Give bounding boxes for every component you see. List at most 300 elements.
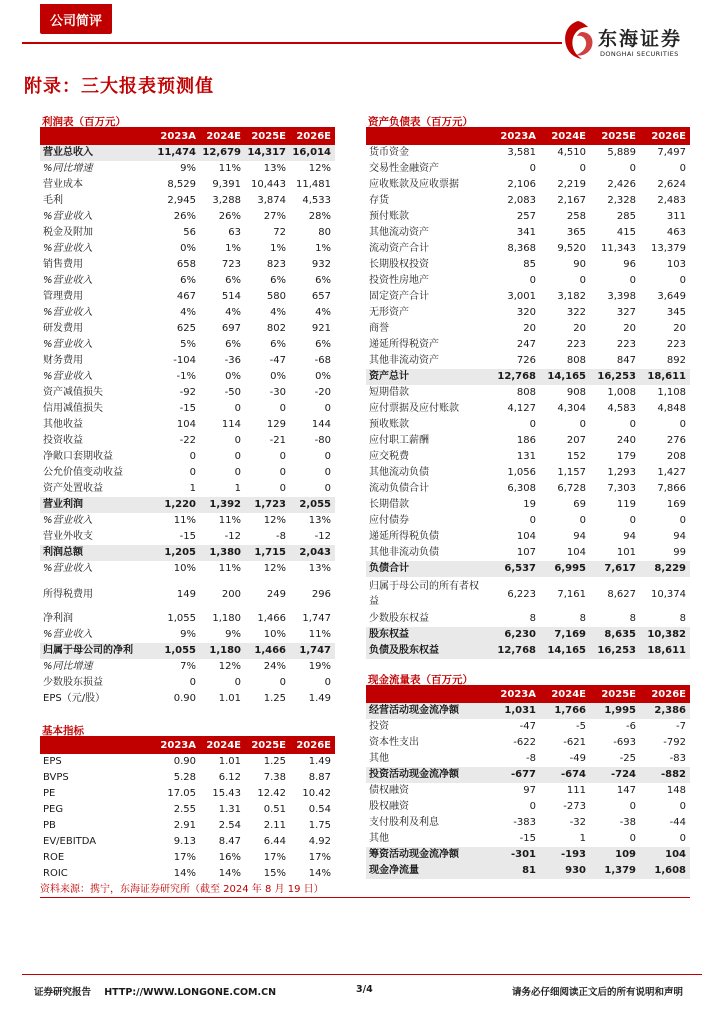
row-label: 净利润 — [43, 613, 73, 624]
table-row — [366, 177, 690, 193]
row-label: 营业利润 — [40, 497, 155, 513]
row-value: 27% — [263, 211, 286, 222]
row-value: 723 — [221, 259, 241, 270]
row-label: PB — [43, 820, 56, 831]
row-value: 1,766 — [540, 703, 590, 719]
table-row — [40, 675, 335, 691]
row-value: 921 — [311, 323, 331, 334]
row-label: 应付职工薪酬 — [369, 435, 429, 446]
table-row — [40, 529, 335, 545]
row-value: 0 — [279, 451, 286, 462]
income-statement-table — [40, 129, 335, 707]
row-value: 1,747 — [290, 643, 335, 659]
row-label: 应交税费 — [369, 451, 409, 462]
row-value: 94 — [573, 531, 586, 542]
row-value: 12,768 — [490, 643, 540, 659]
row-value: 6% — [315, 275, 331, 286]
row-value: 28% — [308, 211, 331, 222]
table-row — [40, 209, 335, 225]
row-value: 0% — [315, 371, 331, 382]
table-row — [366, 497, 690, 513]
row-label: 经营活动现金流净额 — [366, 703, 490, 719]
row-value: 186 — [516, 435, 536, 446]
row-value: 11% — [308, 629, 331, 640]
balance-sheet-table — [366, 129, 690, 659]
row-value: 463 — [666, 227, 686, 238]
row-label: 资产减值损失 — [43, 387, 103, 398]
row-value: 892 — [666, 355, 686, 366]
row-label: 预付账款 — [369, 211, 409, 222]
footer-disclaimer: 请务必仔细阅读正文后的所有说明和声明 — [512, 987, 684, 998]
row-value: 19% — [308, 661, 331, 672]
table-row — [40, 545, 335, 561]
logo-chinese-name: 东海证券 — [598, 28, 683, 50]
row-value: -44 — [669, 817, 686, 828]
row-value: 0 — [629, 801, 636, 812]
table-row — [366, 321, 690, 337]
table-row — [40, 257, 335, 273]
row-value: 11% — [173, 515, 196, 526]
row-value: 1.49 — [308, 693, 331, 704]
row-value: 1,427 — [657, 467, 686, 478]
row-value: 0 — [629, 515, 636, 526]
row-value: 0 — [189, 467, 196, 478]
table-row — [366, 783, 690, 799]
row-value: 345 — [666, 307, 686, 318]
table-row — [366, 529, 690, 545]
row-value: 99 — [673, 547, 686, 558]
row-value: 247 — [516, 339, 536, 350]
row-value: -104 — [173, 355, 196, 366]
row-value: 13% — [263, 163, 286, 174]
row-value: 2,386 — [640, 703, 690, 719]
row-value: 6,230 — [490, 627, 540, 643]
row-value: 1% — [270, 243, 286, 254]
row-value: -383 — [513, 817, 536, 828]
income-statement-title: 利润表（百万元） — [42, 116, 126, 128]
row-value: 7% — [180, 661, 196, 672]
row-label: 所得税费用 — [43, 588, 93, 600]
row-value: 322 — [566, 307, 586, 318]
row-value: 2.54 — [218, 820, 241, 831]
row-value: -792 — [663, 737, 686, 748]
row-value: 802 — [266, 323, 286, 334]
table-row — [40, 754, 335, 770]
row-label: 应收账款及应收票据 — [369, 179, 459, 190]
row-value: -882 — [640, 767, 690, 783]
row-value: -674 — [540, 767, 590, 783]
row-value: 14,165 — [540, 643, 590, 659]
table-row — [40, 177, 335, 193]
row-value: 9,391 — [212, 179, 241, 190]
source-note: 资料来源：携宁，东海证券研究所（截至 2024 年 8 月 19 日） — [40, 884, 324, 895]
table-row — [40, 643, 335, 659]
cash-flow-title-bar — [366, 672, 690, 687]
row-value: -68 — [314, 355, 331, 366]
row-value: 20 — [673, 323, 686, 334]
row-value: 8,635 — [590, 627, 640, 643]
table-row — [366, 273, 690, 289]
row-value: 16% — [218, 852, 241, 863]
row-value: 1,293 — [607, 467, 636, 478]
row-label: 管理费用 — [43, 291, 83, 302]
row-label: 递延所得税资产 — [369, 339, 439, 350]
row-value: 1,180 — [200, 643, 245, 659]
row-label: 投资收益 — [43, 435, 83, 446]
row-label: %营业收入 — [43, 629, 93, 640]
row-value: 7,497 — [657, 147, 686, 158]
row-value: 10,443 — [251, 179, 286, 190]
table-header-row — [40, 738, 335, 754]
row-value: 7,866 — [657, 483, 686, 494]
table-row — [40, 321, 335, 337]
row-value: 8 — [679, 613, 686, 624]
row-value: 104 — [176, 419, 196, 430]
table-row — [366, 433, 690, 449]
row-label: 投资 — [369, 721, 389, 732]
row-value: 0.54 — [308, 804, 331, 815]
row-value: 2,426 — [607, 179, 636, 190]
row-label: 资产总计 — [366, 369, 490, 385]
row-value: -1% — [176, 371, 196, 382]
row-label: 资本性支出 — [369, 737, 419, 748]
row-value: 3,001 — [507, 291, 536, 302]
table-row — [40, 691, 335, 707]
row-value: 8,627 — [607, 588, 636, 600]
key-ratios-panel — [40, 723, 335, 882]
row-value: 808 — [516, 387, 536, 398]
table-row — [366, 627, 690, 643]
row-label: 研发费用 — [43, 323, 83, 334]
row-value: 104 — [566, 547, 586, 558]
row-value: 6,995 — [540, 561, 590, 577]
row-value: 2,945 — [167, 195, 196, 206]
table-row — [366, 767, 690, 783]
balance-sheet-title: 资产负债表（百万元） — [368, 116, 473, 128]
row-value: -47 — [519, 721, 536, 732]
row-value: 327 — [616, 307, 636, 318]
table-row — [40, 770, 335, 786]
row-value: 18,611 — [640, 369, 690, 385]
table-row — [40, 193, 335, 209]
dragon-logo-icon — [560, 18, 596, 62]
row-value: 0 — [629, 833, 636, 844]
row-value: -622 — [513, 737, 536, 748]
row-label: ROIC — [43, 868, 68, 879]
table-row — [366, 257, 690, 273]
row-label: %营业收入 — [43, 371, 93, 382]
source-rule — [40, 897, 690, 898]
row-label: 财务费用 — [43, 355, 83, 366]
row-label: 其他非流动负债 — [369, 547, 439, 558]
row-label: 流动资产合计 — [369, 243, 429, 254]
table-row — [40, 417, 335, 433]
row-label: 筹资活动现金流净额 — [366, 847, 490, 863]
cash-flow-panel — [366, 672, 690, 879]
row-value: 0 — [234, 467, 241, 478]
column-header-year: 2026E — [640, 687, 690, 703]
row-value: 514 — [221, 291, 241, 302]
row-value: 8 — [529, 613, 536, 624]
row-label: 归属于母公司的所有者权益 — [369, 581, 479, 607]
row-value: 17% — [263, 852, 286, 863]
row-value: 6.12 — [218, 772, 241, 783]
row-value: 0 — [234, 435, 241, 446]
row-label: %营业收入 — [43, 211, 93, 222]
row-value: 7,169 — [540, 627, 590, 643]
row-value: 0 — [529, 275, 536, 286]
table-row — [40, 786, 335, 802]
row-value: 2,043 — [290, 545, 335, 561]
row-value: 19 — [523, 499, 536, 510]
column-header-year: 2024E — [540, 129, 590, 145]
table-row — [40, 337, 335, 353]
table-row — [40, 465, 335, 481]
row-value: 101 — [616, 547, 636, 558]
row-value: 415 — [616, 227, 636, 238]
row-value: -22 — [179, 435, 196, 446]
row-value: -6 — [626, 721, 636, 732]
row-value: 1 — [189, 483, 196, 494]
row-value: 10,374 — [651, 588, 686, 600]
table-row — [40, 561, 335, 577]
row-value: 3,649 — [657, 291, 686, 302]
row-label: %营业收入 — [43, 515, 93, 526]
row-label: 销售费用 — [43, 259, 83, 270]
row-value: 9% — [180, 629, 196, 640]
table-row — [40, 289, 335, 305]
row-value: 8,368 — [507, 243, 536, 254]
row-value: 12,768 — [490, 369, 540, 385]
row-value: 1,466 — [257, 613, 286, 624]
row-label: 商誉 — [369, 323, 389, 334]
row-value: 0 — [324, 467, 331, 478]
row-label: 少数股东损益 — [43, 677, 103, 688]
row-label: 股权融资 — [369, 801, 409, 812]
row-value: 808 — [566, 355, 586, 366]
table-row — [366, 847, 690, 863]
row-value: 1,466 — [245, 643, 290, 659]
row-value: 179 — [616, 451, 636, 462]
row-value: 207 — [566, 435, 586, 446]
row-value: 1,108 — [657, 387, 686, 398]
table-row — [40, 611, 335, 627]
row-value: 0 — [324, 451, 331, 462]
row-value: 0 — [324, 403, 331, 414]
row-label: %同比增速 — [43, 661, 93, 672]
row-value: 2,624 — [657, 179, 686, 190]
row-value: 11% — [218, 163, 241, 174]
table-row — [366, 241, 690, 257]
row-value: -83 — [669, 753, 686, 764]
row-value: 0 — [629, 419, 636, 430]
column-header-label — [40, 129, 155, 145]
row-value: 14,317 — [245, 145, 290, 161]
row-value: 6.44 — [263, 836, 286, 847]
row-value: -80 — [314, 435, 331, 446]
row-value: 4,510 — [557, 147, 586, 158]
row-label: 货币资金 — [369, 147, 409, 158]
row-value: 3,581 — [507, 147, 536, 158]
column-header-year: 2024E — [200, 738, 245, 754]
row-value: 17.05 — [167, 788, 196, 799]
row-label: 流动负债合计 — [369, 483, 429, 494]
row-label: ROE — [43, 852, 65, 863]
row-value: 14% — [218, 868, 241, 879]
row-value: 6,728 — [557, 483, 586, 494]
table-row — [40, 834, 335, 850]
row-value: 657 — [311, 291, 331, 302]
row-value: 12,679 — [200, 145, 245, 161]
row-value: 2,219 — [557, 179, 586, 190]
row-value: 0 — [529, 419, 536, 430]
row-value: 6% — [315, 339, 331, 350]
row-value: 1 — [234, 483, 241, 494]
row-value: 2.91 — [173, 820, 196, 831]
row-value: -50 — [224, 387, 241, 398]
row-value: 726 — [516, 355, 536, 366]
table-row — [366, 193, 690, 209]
row-value: 1.25 — [263, 756, 286, 767]
table-row — [366, 799, 690, 815]
row-value: 257 — [516, 211, 536, 222]
row-value: 1.25 — [263, 693, 286, 704]
row-value: 1,055 — [155, 643, 200, 659]
row-value: 2,328 — [607, 195, 636, 206]
row-value: 0 — [529, 515, 536, 526]
row-value: 930 — [540, 863, 590, 879]
column-header-year: 2023A — [490, 687, 540, 703]
row-value: 0 — [279, 403, 286, 414]
row-value: 9% — [180, 163, 196, 174]
row-label: 信用减值损失 — [43, 403, 103, 414]
row-label: 其他流动资产 — [369, 227, 429, 238]
row-value: 0 — [189, 451, 196, 462]
row-value: 1.49 — [308, 756, 331, 767]
row-value: 13,379 — [651, 243, 686, 254]
row-value: 12% — [263, 515, 286, 526]
row-value: -20 — [314, 387, 331, 398]
row-value: 17% — [308, 852, 331, 863]
row-value: 14% — [173, 868, 196, 879]
row-value: 1,747 — [302, 613, 331, 624]
row-label: 负债及股东权益 — [366, 643, 490, 659]
row-label: 长期股权投资 — [369, 259, 429, 270]
row-value: 6,308 — [507, 483, 536, 494]
row-value: 1 — [579, 833, 586, 844]
row-value: 932 — [311, 259, 331, 270]
table-row — [366, 513, 690, 529]
row-value: 104 — [516, 531, 536, 542]
column-header-year: 2023A — [155, 738, 200, 754]
row-value: 90 — [573, 259, 586, 270]
row-value: 85 — [523, 259, 536, 270]
row-value: 2.55 — [173, 804, 196, 815]
row-value: 1,715 — [245, 545, 290, 561]
row-value: -47 — [269, 355, 286, 366]
column-header-year: 2026E — [640, 129, 690, 145]
balance-sheet-title-bar — [366, 114, 690, 129]
row-value: 296 — [311, 588, 331, 600]
row-value: -15 — [179, 403, 196, 414]
column-header-year: 2024E — [200, 129, 245, 145]
row-value: 0% — [270, 371, 286, 382]
table-row — [366, 481, 690, 497]
row-value: 96 — [623, 259, 636, 270]
row-value: 20 — [523, 323, 536, 334]
row-value: 1,056 — [507, 467, 536, 478]
cash-flow-table — [366, 687, 690, 879]
row-value: 9.13 — [173, 836, 196, 847]
row-value: 12% — [218, 661, 241, 672]
row-value: 17% — [173, 852, 196, 863]
row-label: 存货 — [369, 195, 389, 206]
row-label: 资产处置收益 — [43, 483, 103, 494]
row-value: 1,995 — [590, 703, 640, 719]
column-header-year: 2026E — [290, 738, 335, 754]
row-value: 467 — [176, 291, 196, 302]
table-row — [366, 337, 690, 353]
table-row — [40, 433, 335, 449]
row-label: EV/EBITDA — [43, 836, 97, 847]
row-value: 0% — [180, 243, 196, 254]
cash-flow-title: 现金流量表（百万元） — [368, 674, 473, 686]
row-value: 97 — [523, 785, 536, 796]
row-value: 16,253 — [590, 369, 640, 385]
table-row — [40, 305, 335, 321]
row-value: 4,533 — [302, 195, 331, 206]
row-value: 1,180 — [212, 613, 241, 624]
row-label: PE — [43, 788, 56, 799]
row-value: 147 — [616, 785, 636, 796]
table-row — [40, 577, 335, 611]
row-value: 0 — [279, 677, 286, 688]
row-label: 净敞口套期收益 — [43, 451, 113, 462]
row-value: -12 — [314, 531, 331, 542]
column-header-year: 2023A — [155, 129, 200, 145]
report-header — [0, 0, 724, 64]
row-label: 营业成本 — [43, 179, 83, 190]
row-value: 10% — [173, 563, 196, 574]
table-row — [366, 611, 690, 627]
row-value: 1,031 — [490, 703, 540, 719]
row-value: 11% — [218, 563, 241, 574]
row-value: 0 — [324, 483, 331, 494]
row-value: -8 — [276, 531, 286, 542]
row-label: %同比增速 — [43, 163, 93, 174]
row-value: 149 — [176, 588, 196, 600]
row-value: 16,253 — [590, 643, 640, 659]
row-value: 69 — [573, 499, 586, 510]
row-value: 1,157 — [557, 467, 586, 478]
income-statement-panel — [40, 114, 335, 707]
row-value: 0 — [579, 163, 586, 174]
row-value: -36 — [224, 355, 241, 366]
row-value: 1,220 — [155, 497, 200, 513]
row-value: 6,537 — [490, 561, 540, 577]
row-value: 1,392 — [200, 497, 245, 513]
row-value: 129 — [266, 419, 286, 430]
row-value: 2,483 — [657, 195, 686, 206]
row-value: 0 — [234, 451, 241, 462]
table-row — [366, 815, 690, 831]
row-value: 0 — [679, 515, 686, 526]
row-value: 8 — [579, 613, 586, 624]
row-label: 公允价值变动收益 — [43, 467, 123, 478]
row-value: -193 — [540, 847, 590, 863]
row-value: -621 — [563, 737, 586, 748]
balance-sheet-panel — [366, 114, 690, 659]
